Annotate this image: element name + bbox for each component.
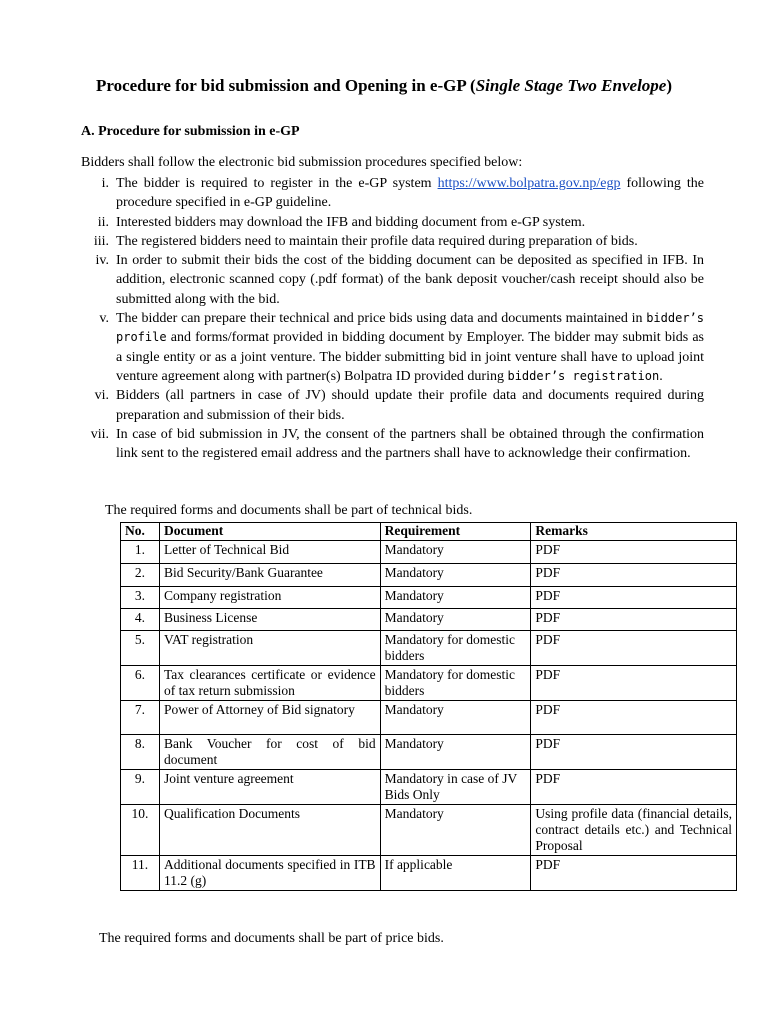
item-text: and forms/format provided in bidding document by Employer. The bidder may submit bids as a single entity or as a joint venture. The bidder submitting bid in joint venture shall have to upload joint venture agreement along with partner(s) Bolpatra ID provided during	[116, 330, 704, 384]
cell-no: 6.	[121, 666, 160, 701]
cell-remarks: PDF	[531, 735, 737, 770]
cell-remarks: PDF	[531, 564, 737, 587]
header-remarks: Remarks	[531, 523, 737, 541]
cell-document: Additional documents specified in ITB 11.2 (g)	[159, 856, 380, 891]
cell-no: 9.	[121, 770, 160, 805]
cell-remarks: Using profile data (financial details, contract details etc.) and Technical Proposal	[531, 805, 737, 856]
cell-remarks: PDF	[531, 541, 737, 564]
table-row	[121, 666, 737, 701]
list-item	[90, 425, 704, 464]
table-row	[121, 805, 737, 856]
table-row	[121, 587, 737, 609]
cell-remarks: PDF	[531, 587, 737, 609]
cell-requirement: Mandatory in case of JV Bids Only	[380, 770, 531, 805]
cell-document: Bank Voucher for cost of bid document	[159, 735, 380, 770]
section-heading: A. Procedure for submission in e-GP	[81, 124, 300, 139]
item-number: v.	[99, 311, 109, 327]
table-row	[121, 701, 737, 735]
cell-no: 11.	[121, 856, 160, 891]
header-no: No.	[121, 523, 160, 541]
cell-document: Tax clearances certificate or evidence of tax return submission	[159, 666, 380, 701]
cell-document: Business License	[159, 609, 380, 631]
table-row	[121, 735, 737, 770]
item-number: vi.	[94, 388, 109, 404]
cell-document: Letter of Technical Bid	[159, 541, 380, 564]
item-number: vii.	[90, 426, 109, 442]
item-text-mono: bidder’s registration	[507, 368, 660, 383]
list-item	[94, 386, 704, 425]
item-text: following the procedure specified in e-GP guideline.	[116, 176, 705, 211]
cell-no: 1.	[121, 541, 160, 564]
cell-requirement: Mandatory	[380, 609, 531, 631]
title-main: Procedure for bid submission and Opening in e-GP (	[95, 76, 476, 95]
item-text: Bidders (all partners in case of JV) should update their profile data and documents required during preparation and submission of their bids.	[116, 388, 704, 423]
item-text: The bidder can prepare their technical and price bids using data and documents maintained in	[116, 311, 647, 327]
cell-requirement: Mandatory	[380, 564, 531, 587]
cell-no: 3.	[121, 587, 160, 609]
title-italic: Single Stage Two Envelope	[475, 76, 667, 95]
cell-document: Joint venture agreement	[159, 770, 380, 805]
cell-requirement: Mandatory for domestic bidders	[380, 631, 531, 666]
list-item	[93, 232, 704, 251]
item-text: Interested bidders may download the IFB and bidding document from e-GP system.	[116, 214, 586, 230]
cell-requirement: If applicable	[380, 856, 531, 891]
header-document: Document	[159, 523, 380, 541]
item-number: ii.	[97, 214, 109, 230]
cell-remarks: PDF	[531, 856, 737, 891]
item-number: iv.	[95, 253, 109, 269]
list-item	[101, 174, 705, 213]
item-text: In case of bid submission in JV, the consent of the partners shall be obtained through the confirmation link sent to the registered email address and the partners shall have to acknowledge their confirmation.	[116, 426, 704, 462]
cell-no: 5.	[121, 631, 160, 666]
table-row	[121, 770, 737, 805]
procedure-list	[0, 174, 768, 463]
table-row	[121, 564, 737, 587]
item-text: .	[659, 368, 663, 384]
cell-document: Company registration	[159, 587, 380, 609]
cell-requirement: Mandatory	[380, 587, 531, 609]
egp-link[interactable]: https://www.bolpatra.gov.np/egp	[437, 176, 621, 191]
cell-requirement: Mandatory	[380, 735, 531, 770]
item-text-mono: bidder’s profile	[116, 311, 704, 345]
cell-requirement: Mandatory for domestic bidders	[380, 666, 531, 701]
cell-remarks: PDF	[531, 631, 737, 666]
table-row	[121, 541, 737, 564]
cell-document: Bid Security/Bank Guarantee	[159, 564, 380, 587]
documents-table	[120, 522, 737, 891]
page-title	[0, 76, 768, 96]
cell-requirement: Mandatory	[380, 701, 531, 735]
list-item	[95, 251, 704, 309]
cell-no: 8.	[121, 735, 160, 770]
item-number: i.	[101, 176, 109, 191]
list-item	[97, 213, 704, 232]
cell-document: Qualification Documents	[159, 805, 380, 856]
item-text: The bidder is required to register in the e-GP system	[116, 176, 438, 191]
item-text: The registered bidders need to maintain their profile data required during preparation of bids.	[116, 233, 638, 249]
table-header-row	[121, 523, 737, 541]
technical-bids-intro: The required forms and documents shall be part of technical bids.	[105, 503, 473, 518]
intro-text: Bidders shall follow the electronic bid submission procedures specified below:	[81, 155, 523, 170]
cell-document: Power of Attorney of Bid signatory	[159, 701, 380, 735]
table-row	[121, 856, 737, 891]
cell-remarks: PDF	[531, 770, 737, 805]
cell-remarks: PDF	[531, 666, 737, 701]
header-requirement: Requirement	[380, 523, 531, 541]
list-item	[99, 309, 704, 386]
title-close: )	[666, 76, 673, 95]
table-row	[121, 609, 737, 631]
item-text: In order to submit their bids the cost of the bidding document can be deposited as specified in IFB. In addition, electronic scanned copy (.pdf format) of the bank deposit voucher/cash receipt should also be submitted along with the bid.	[116, 253, 704, 307]
cell-remarks: PDF	[531, 609, 737, 631]
cell-no: 2.	[121, 564, 160, 587]
cell-no: 4.	[121, 609, 160, 631]
price-bids-intro: The required forms and documents shall be part of price bids.	[99, 931, 444, 946]
table-row	[121, 631, 737, 666]
cell-document: VAT registration	[159, 631, 380, 666]
cell-requirement: Mandatory	[380, 805, 531, 856]
cell-requirement: Mandatory	[380, 541, 531, 564]
cell-remarks: PDF	[531, 701, 737, 735]
item-number: iii.	[93, 233, 109, 249]
cell-no: 7.	[121, 701, 160, 735]
cell-no: 10.	[121, 805, 160, 856]
